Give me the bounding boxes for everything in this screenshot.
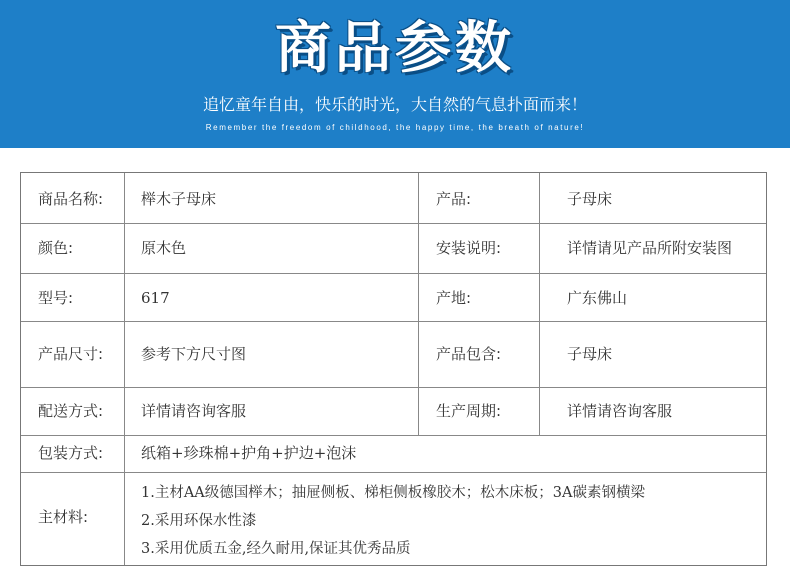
- packing-label: 包装方式:: [38, 444, 104, 462]
- size-label: 产品尺寸:: [38, 345, 104, 363]
- column-divider: [124, 173, 125, 565]
- production-cycle-label: 生产周期:: [436, 402, 502, 420]
- includes-label: 产品包含:: [436, 345, 502, 363]
- includes-value: 子母床: [567, 345, 613, 363]
- column-divider: [418, 173, 419, 435]
- color-value: 原木色: [141, 239, 187, 257]
- origin-label: 产地:: [436, 289, 472, 307]
- size-value: 参考下方尺寸图: [141, 345, 247, 363]
- params-table: [20, 172, 767, 566]
- row-divider: [21, 223, 766, 224]
- product-name-value: 榉木子母床: [141, 190, 217, 208]
- product-label: 产品:: [436, 190, 472, 208]
- product-name-label: 商品名称:: [38, 190, 104, 208]
- material-label: 主材料:: [38, 508, 89, 526]
- row-divider: [21, 387, 766, 388]
- row-divider: [21, 273, 766, 274]
- delivery-value: 详情请咨询客服: [141, 402, 247, 420]
- material-line: 1.主材AA级德国榉木；抽屉侧板、梯柜侧板橡胶木；松木床板；3A碳素钢横梁: [141, 485, 645, 501]
- production-cycle-value: 详情请咨询客服: [567, 402, 673, 420]
- delivery-label: 配送方式:: [38, 402, 104, 420]
- row-divider: [21, 435, 766, 436]
- column-divider: [539, 173, 540, 435]
- banner-title: 商品参数: [275, 16, 515, 81]
- row-divider: [21, 472, 766, 473]
- header-banner: [0, 0, 790, 148]
- row-divider: [21, 321, 766, 322]
- origin-value: 广东佛山: [567, 289, 628, 307]
- model-value: 617: [141, 289, 170, 307]
- material-line: 2.采用环保水性漆: [141, 513, 257, 529]
- install-value: 详情请见产品所附安装图: [567, 239, 733, 257]
- material-line: 3.采用优质五金,经久耐用,保证其优秀品质: [141, 541, 411, 557]
- install-label: 安装说明:: [436, 239, 502, 257]
- color-label: 颜色:: [38, 239, 74, 257]
- packing-value: 纸箱+珍珠棉+护角+护边+泡沫: [141, 444, 357, 462]
- product-value: 子母床: [567, 190, 613, 208]
- model-label: 型号:: [38, 289, 74, 307]
- banner-subtitle: 追忆童年自由，快乐的时光，大自然的气息扑面而来！: [202, 95, 587, 114]
- banner-subtitle-english: Remember the freedom of childhood, the happy time, the breath of nature!: [205, 123, 585, 132]
